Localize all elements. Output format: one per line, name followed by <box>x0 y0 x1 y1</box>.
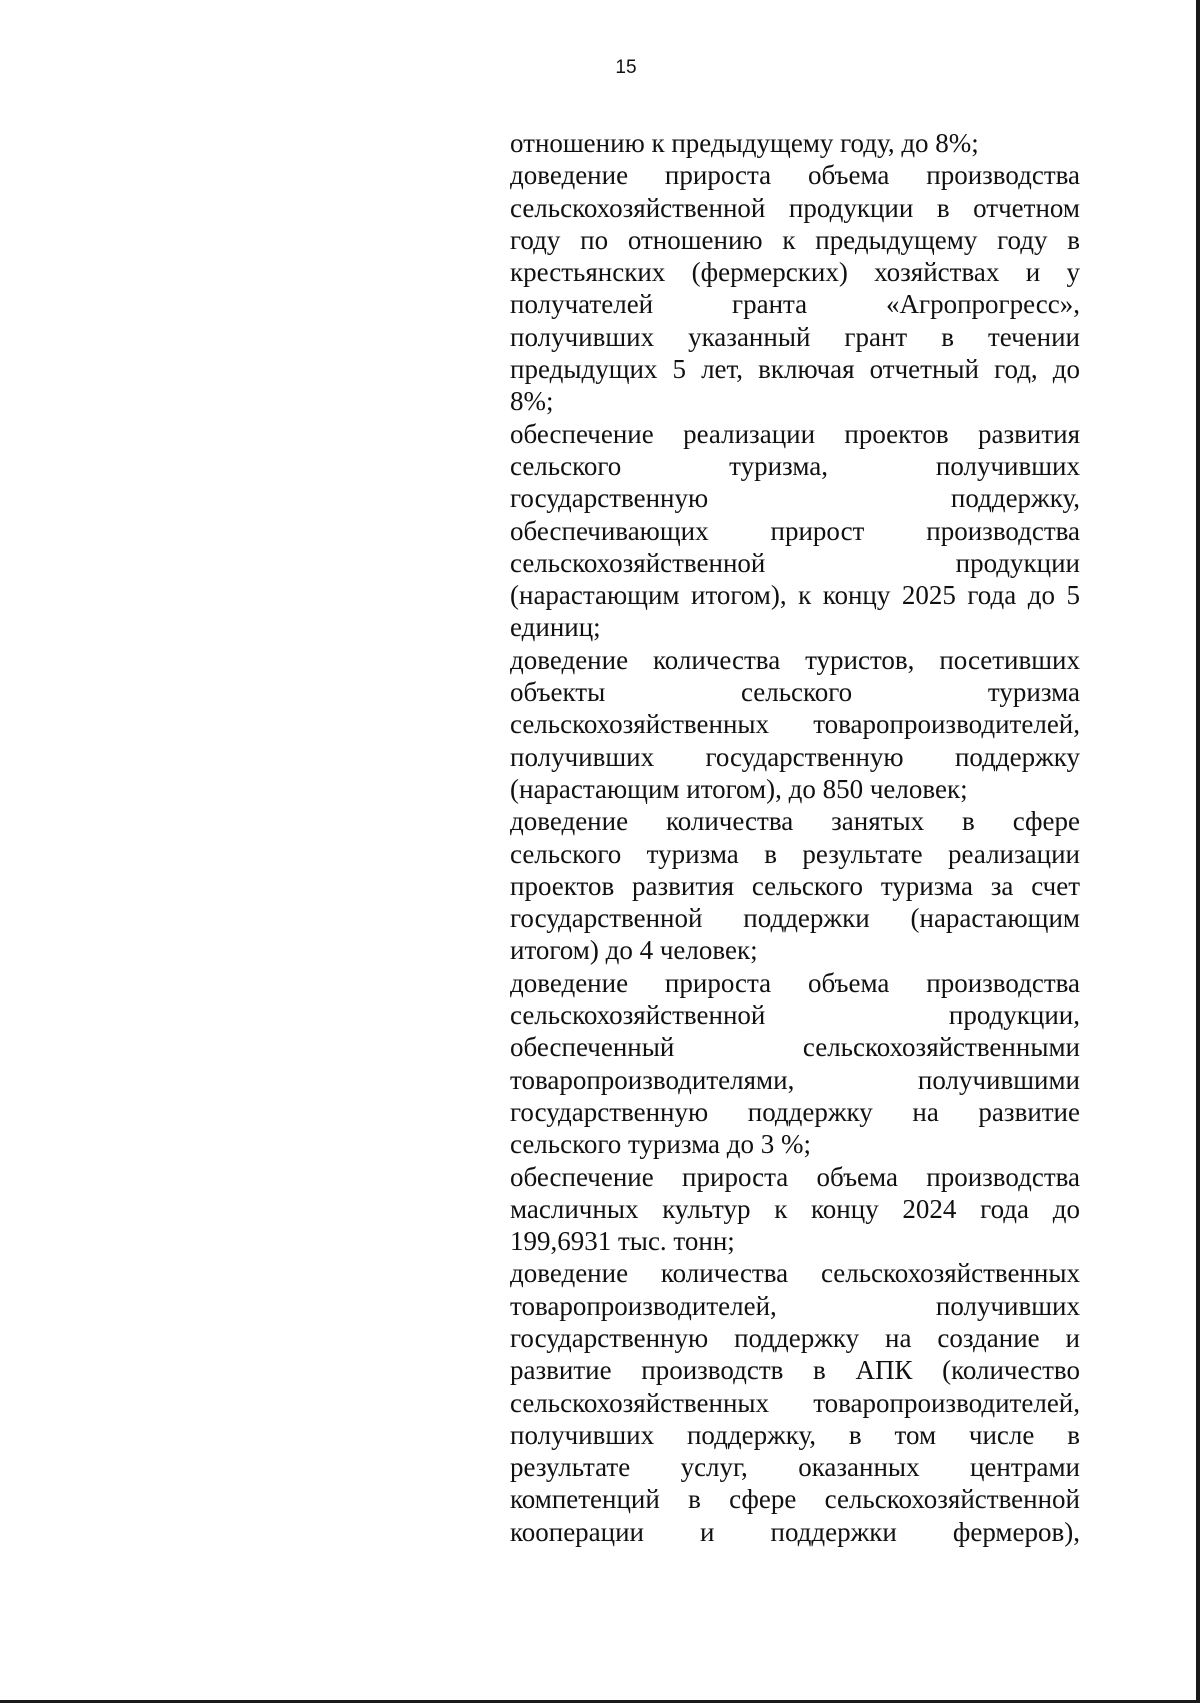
text-line: (нарастающим итогом), к концу 2025 года до 5 <box>510 580 1080 611</box>
text-line: государственной поддержки (нарастающим <box>510 903 1080 934</box>
text-line: 8%; <box>510 386 554 417</box>
text-line: товаропроизводителей, получивших <box>510 1290 1080 1321</box>
text-line: государственную поддержку, <box>510 483 1080 514</box>
text-line: получивших государственную поддержку <box>510 741 1080 772</box>
text-line: доведение количества сельскохозяйственных <box>510 1258 1080 1289</box>
text-line: доведение количества занятых в сфере <box>510 806 1080 837</box>
text-line: сельского туризма, получивших <box>510 450 1080 481</box>
text-line: развитие производств в АПК (количество <box>510 1355 1080 1386</box>
text-line: проектов развития сельского туризма за счет <box>510 870 1080 901</box>
text-line: обеспечение прироста объема производства <box>510 1161 1080 1192</box>
text-line: государственную поддержку на развитие <box>510 1096 1080 1127</box>
text-line: сельскохозяйственной продукции, <box>510 1000 1080 1031</box>
text-line: масличных культур к концу 2024 года до <box>510 1193 1080 1224</box>
page-number: 15 <box>615 57 637 78</box>
text-line: году по отношению к предыдущему году в <box>510 224 1080 255</box>
text-line: сельскохозяйственных товаропроизводителей, <box>510 1387 1080 1418</box>
text-line: товаропроизводителями, получившими <box>510 1064 1080 1095</box>
text-line: результате услуг, оказанных центрами <box>510 1452 1080 1483</box>
text-line: обеспечение реализации проектов развития <box>510 418 1080 449</box>
text-line: компетенций в сфере сельскохозяйственной <box>510 1484 1080 1515</box>
text-line: объекты сельского туризма <box>510 677 1080 708</box>
text-line: сельскохозяйственных товаропроизводителей, <box>510 709 1080 740</box>
text-line: государственную поддержку на создание и <box>510 1322 1080 1353</box>
text-line: получивших указанный грант в течении <box>510 321 1080 352</box>
text-column <box>510 127 1080 1548</box>
text-line: обеспеченный сельскохозяйственными <box>510 1032 1080 1063</box>
text-line: (нарастающим итогом), до 850 человек; <box>510 773 968 804</box>
text-line: 199,6931 тыс. тонн; <box>510 1226 735 1257</box>
text-line: предыдущих 5 лет, включая отчетный год, до <box>510 354 1080 385</box>
text-line: сельского туризма в результате реализации <box>510 838 1080 869</box>
text-line: сельского туризма до 3 %; <box>510 1129 812 1160</box>
text-line: получателей гранта «Агропрогресс», <box>510 289 1080 320</box>
text-line: отношению к предыдущему году, до 8%; <box>510 128 979 158</box>
text-line: единиц; <box>510 612 601 643</box>
text-line: доведение прироста объема производства <box>510 967 1080 998</box>
text-line: доведение прироста объема производства <box>510 160 1080 191</box>
text-line: крестьянских (фермерских) хозяйствах и у <box>510 257 1080 288</box>
text-line: кооперации и поддержки фермеров), <box>510 1516 1080 1547</box>
text-line: сельскохозяйственной продукции <box>510 547 1080 578</box>
text-line: доведение количества туристов, посетивших <box>510 644 1080 675</box>
text-line: обеспечивающих прирост производства <box>510 515 1080 546</box>
scan-right-border <box>1196 0 1200 1703</box>
text-line: итогом) до 4 человек; <box>510 935 758 966</box>
text-line: сельскохозяйственной продукции в отчетном <box>510 192 1080 223</box>
text-line: получивших поддержку, в том числе в <box>510 1419 1080 1450</box>
